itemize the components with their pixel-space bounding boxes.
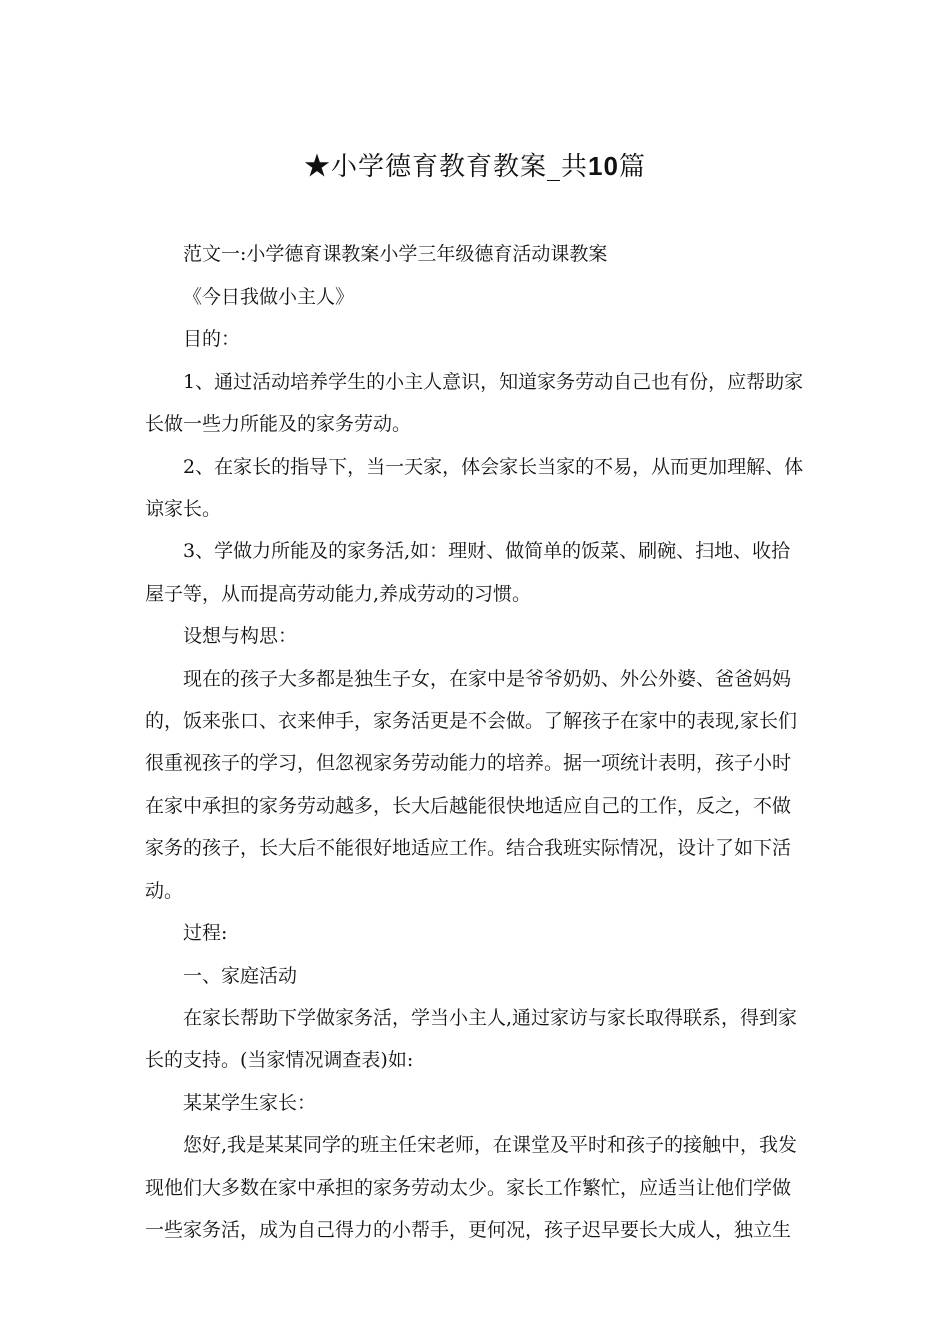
heading-process: 过程: xyxy=(183,922,228,944)
paragraph-line: 在家中承担的家务劳动越多，长大后越能很快地适应自己的工作，反之，不做 xyxy=(145,795,792,817)
title-suffix: 篇 xyxy=(618,152,646,182)
heading-family-activity: 一、家庭活动 xyxy=(183,965,298,987)
section-heading: 范文一:小学德育课教案小学三年级德育活动课教案 xyxy=(183,243,608,265)
letter-salutation: 某某学生家长： xyxy=(183,1092,317,1114)
title-number: 10 xyxy=(588,151,619,181)
paragraph-line: 长做一些力所能及的家务劳动。 xyxy=(145,413,412,435)
lesson-title: 《今日我做小主人》 xyxy=(183,286,355,308)
paragraph-line: 现在的孩子大多都是独生子女，在家中是爷爷奶奶、外公外婆、爸爸妈妈 xyxy=(183,668,792,690)
paragraph-line: 3、学做力所能及的家务活,如：理财、做简单的饭菜、刷碗、扫地、收拾 xyxy=(183,540,791,562)
paragraph-line: 屋子等，从而提高劳动能力,养成劳动的习惯。 xyxy=(145,583,532,605)
paragraph-line: 在家长帮助下学做家务活，学当小主人,通过家访与家长取得联系，得到家 xyxy=(183,1007,798,1029)
title-prefix: ★小学德育教育教案_共 xyxy=(304,152,589,182)
paragraph-line: 很重视孩子的学习，但忽视家务劳动能力的培养。据一项统计表明，孩子小时 xyxy=(145,752,792,774)
paragraph-line: 的，饭来张口、衣来伸手，家务活更是不会做。了解孩子在家中的表现,家长们 xyxy=(145,710,798,732)
heading-design: 设想与构思： xyxy=(183,625,298,647)
paragraph-line: 长的支持。(当家情况调查表)如: xyxy=(145,1049,414,1071)
paragraph-line: 一些家务活，成为自己得力的小帮手，更何况，孩子迟早要长大成人，独立生 xyxy=(145,1219,792,1241)
paragraph-line: 家务的孩子，长大后不能很好地适应工作。结合我班实际情况，设计了如下活 xyxy=(145,837,792,859)
paragraph-line: 现他们大多数在家中承担的家务劳动太少。家长工作繁忙，应适当让他们学做 xyxy=(145,1177,792,1199)
paragraph-line: 1、通过活动培养学生的小主人意识，知道家务劳动自己也有份，应帮助家 xyxy=(183,371,804,393)
paragraph-line: 2、在家长的指导下，当一天家，体会家长当家的不易，从而更加理解、体 xyxy=(183,456,804,478)
paragraph-line: 谅家长。 xyxy=(145,498,222,520)
heading-purpose: 目的： xyxy=(183,328,241,350)
paragraph-line: 动。 xyxy=(145,880,184,902)
document-title xyxy=(0,148,950,185)
paragraph-line: 您好,我是某某同学的班主任宋老师，在课堂及平时和孩子的接触中，我发 xyxy=(183,1134,798,1156)
